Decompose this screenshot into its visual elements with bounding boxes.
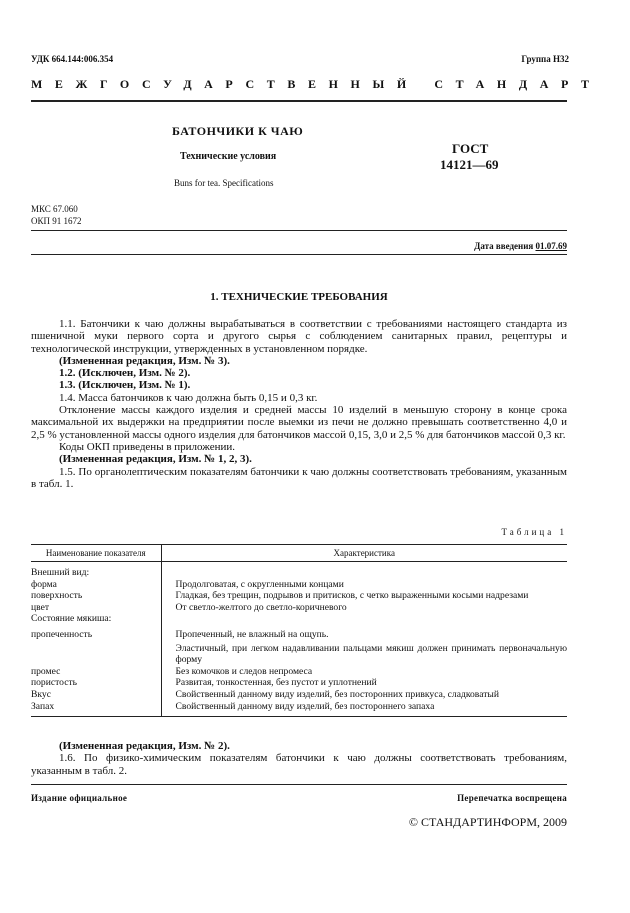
copyright: © СТАНДАРТИНФОРМ, 2009: [408, 815, 567, 829]
footer-rule: [31, 784, 567, 785]
organoleptic-table: [31, 544, 567, 717]
column-header-indicator: Наименование показателя: [31, 545, 161, 562]
clause-1-4-change: (Измененная редакция, Изм. № 1, 2, 3).: [59, 453, 252, 466]
table-cell-value: Развитая, тонкостенная, без пустот и уплотнений: [175, 677, 377, 689]
table-cell-name: Вкус: [31, 689, 161, 701]
okp-code: ОКП 91 1672: [31, 216, 82, 226]
table-row: [31, 602, 567, 614]
table-row: [31, 666, 567, 678]
table-row: [31, 562, 567, 579]
table-cell-name: Внешний вид:: [31, 562, 161, 579]
table-row: [31, 625, 567, 641]
table-cell-value: Гладкая, без трещин, подрывов и притисков, с четко выраженными косыми надрезами: [175, 590, 529, 602]
interstate-standard-banner: МЕЖГОСУДАРСТВЕННЫЙ СТАНДАРТ: [31, 77, 602, 91]
intro-date-label: Дата введения: [474, 241, 534, 251]
table-row: [31, 641, 567, 666]
after-table-body: [31, 740, 567, 777]
table-cell-name: поверхность: [31, 590, 161, 602]
gost-number: 14121—69: [440, 157, 499, 172]
intro-date-value: 01.07.69: [535, 241, 567, 251]
clause-1-5: 1.5. По органолептическим показателям батончики к чаю должны соответствовать требованиям, указанным в табл. 1.: [31, 465, 567, 490]
table-cell-value: Свойственный данному виду изделий, без постороннего запаха: [161, 701, 567, 717]
udk-code: УДК 664.144:006.354: [31, 54, 114, 64]
table-cell-value: [161, 562, 567, 579]
table-change-note: (Измененная редакция, Изм. № 2).: [59, 740, 230, 752]
document-subtitle: Технические условия: [180, 151, 277, 162]
table-cell-name: пропеченность: [31, 625, 161, 641]
english-title: Buns for tea. Specifications: [174, 178, 274, 188]
section-body: [31, 318, 567, 490]
official-edition: Издание официальное: [31, 793, 128, 803]
table-header-row: [31, 545, 567, 562]
table-cell-value: Свойственный данному виду изделий, без посторонних привкуса, сладковатый: [175, 688, 499, 700]
document-title: БАТОНЧИКИ К ЧАЮ: [172, 124, 304, 138]
mks-code: МКС 67.060: [31, 204, 78, 214]
table-cell-name: промес: [31, 666, 161, 678]
table-row: [31, 590, 567, 602]
codes-rule: [31, 230, 567, 231]
header-rule: [31, 100, 567, 102]
table-cell-value: От светло-желтого до светло-коричневого: [175, 601, 347, 613]
group-code: Группа Н32: [521, 54, 569, 64]
clause-1-2: 1.2. (Исключен, Изм. № 2).: [59, 367, 191, 380]
gost-label: ГОСТ: [452, 141, 489, 156]
clause-1-3: 1.3. (Исключен, Изм. № 1).: [59, 379, 191, 392]
intro-date: [474, 241, 567, 251]
table-cell-name: цвет: [31, 602, 161, 614]
table-row: [31, 613, 567, 625]
table-cell-name: Запах: [31, 701, 161, 717]
table-cell-value: Пропеченный, не влажный на ощупь.: [175, 628, 329, 640]
reprint-prohibited: Перепечатка воспрещена: [457, 793, 567, 803]
table-cell-value: Продолговатая, с округленными концами: [175, 578, 344, 590]
table-row: [31, 689, 567, 701]
table-row: [31, 579, 567, 591]
section-heading: 1. ТЕХНИЧЕСКИЕ ТРЕБОВАНИЯ: [210, 291, 388, 303]
clause-1-6: 1.6. По физико-химическим показателям батончики к чаю должны соответствовать требованиям, указанным в табл. 2.: [31, 752, 567, 777]
table-cell-value: Без комочков и следов непромеса: [175, 665, 313, 677]
table-label: Таблица 1: [501, 527, 567, 537]
clause-1-1-change: (Измененная редакция, Изм. № 3).: [59, 354, 230, 367]
table-cell-name: [31, 641, 161, 666]
table-row: [31, 701, 567, 717]
column-header-characteristic: Характеристика: [161, 545, 567, 562]
clause-1-4: 1.4. Масса батончиков к чаю должна быть 0,15 и 0,3 кг.: [59, 391, 318, 404]
clause-1-1: 1.1. Батончики к чаю должны вырабатываться в соответствии с требованиями настоящего стандарта из пшеничной муки первого сорта и другого сырья с соблюдением санитарных правил, рецептуры и технологической инструкции, утвержденных в установленном порядке.: [31, 318, 567, 355]
table-cell-value: [161, 613, 567, 625]
table-row: [31, 677, 567, 689]
table-cell-name: Состояние мякиша:: [31, 613, 161, 625]
table-cell-value: Эластичный, при легком надавливании пальцами мякиш должен принимать первоначальную форму: [175, 642, 567, 666]
clause-1-4-deviation: Отклонение массы каждого изделия и средней массы 10 изделий в меньшую сторону в конце срока максимальной их выдержки на предприятии после выемки из печи не должно превышать соответственно 4,0 и 2,5 % установленной массы одного изделия для батончиков массой 0,15, 3,0 и 2,5 % для батончиков массой 0,3 кг.: [31, 404, 567, 441]
table-cell-name: форма: [31, 579, 161, 591]
clause-1-4-okp: Коды ОКП приведены в приложении.: [59, 440, 236, 453]
date-rule: [31, 254, 567, 255]
table-cell-name: пористость: [31, 677, 161, 689]
